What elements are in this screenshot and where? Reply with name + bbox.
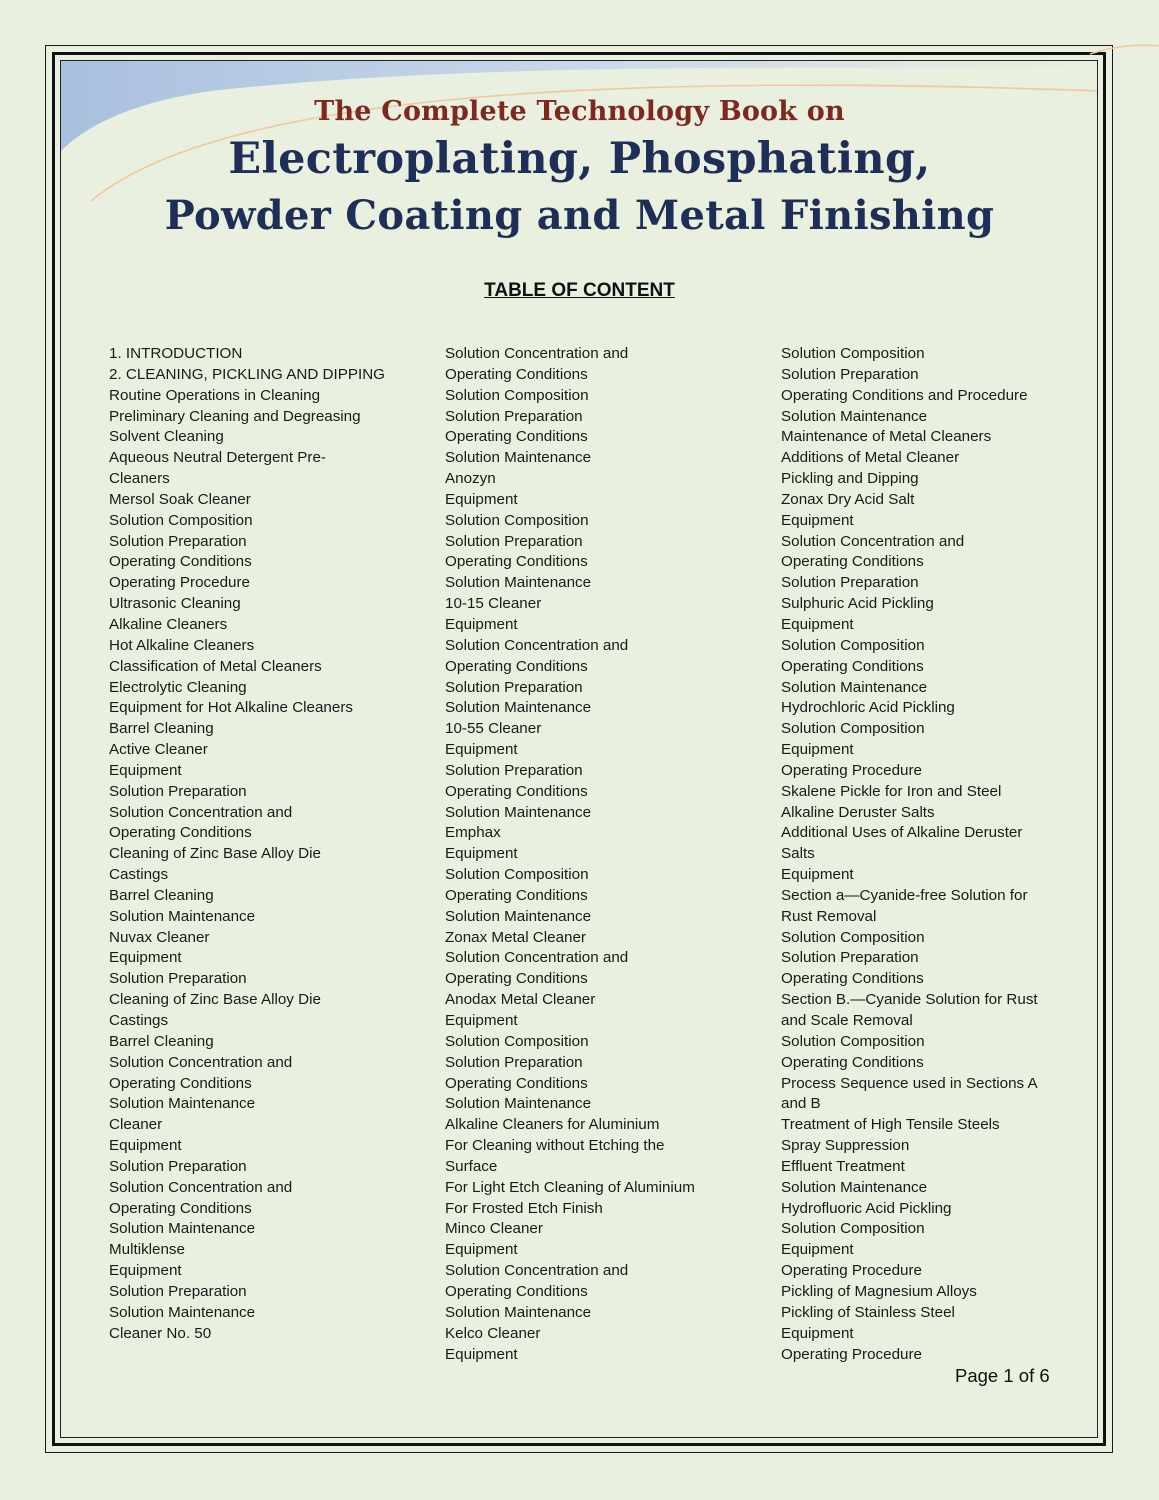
toc-entry: Operating Procedure [781,1345,922,1363]
toc-entry: Multiklense [109,1241,185,1259]
toc-entry: Equipment [109,1137,182,1155]
toc-entry: Salts [781,845,815,863]
toc-entry: Solution Composition [781,345,925,362]
toc-entry: Equipment [445,845,518,863]
book-subtitle: The Complete Technology Book on [314,96,845,127]
toc-entry: Aqueous Neutral Detergent Pre- [109,449,326,467]
toc-entry: Anozyn [445,470,496,488]
toc-entry: Additions of Metal Cleaner [781,449,960,467]
toc-entry: Nuvax Cleaner [109,928,210,946]
toc-entry: Maintenance of Metal Cleaners [781,428,992,446]
corner-accent-line [1090,40,1159,60]
toc-entry: Equipment [445,741,518,759]
toc-entry: Operating Conditions [445,782,588,800]
toc-entry: Equipment [781,511,854,529]
toc-entry: Solution Preparation [445,1053,583,1071]
toc-entry: Skalene Pickle for Iron and Steel [781,782,1002,800]
toc-entry: Solution Preparation [109,970,247,988]
toc-entry: Equipment [109,1262,182,1280]
toc-entry: Barrel Cleaning [109,886,214,904]
toc-entry: Preliminary Cleaning and Degreasing [109,407,361,425]
toc-entry: Equipment for Hot Alkaline Cleaners [109,699,353,717]
toc-entry: Operating Conditions [445,365,588,383]
toc-entry: Solution Preparation [781,574,919,592]
toc-entry: 1. INTRODUCTION [109,345,243,362]
toc-entry: Solution Composition [781,1220,925,1238]
toc-entry: Solution Preparation [109,1282,247,1300]
toc-entry: Barrel Cleaning [109,720,214,738]
toc-entry: Solution Maintenance [781,1178,928,1196]
toc-entry: and B [781,1095,821,1113]
toc-entry: Solution Concentration and [445,1262,629,1280]
toc-column-2 [445,344,695,1365]
toc-entry: Equipment [109,761,182,779]
toc-entry: Hot Alkaline Cleaners [109,636,255,654]
toc-entry: Operating Procedure [781,1262,922,1280]
toc-entry: Pickling and Dipping [781,470,919,488]
toc-entry: Solution Maintenance [445,803,592,821]
toc-entry: and Scale Removal [781,1012,913,1029]
toc-entry: Castings [109,866,169,884]
toc-entry: Solution Concentration and [781,532,965,550]
toc-entry: Solution Maintenance [109,907,256,925]
toc-entry: Solution Composition [781,928,925,946]
toc-entry: Solution Maintenance [445,1303,592,1321]
toc-entry: Operating Conditions [445,886,588,904]
toc-entry: Operating Procedure [109,574,250,592]
toc-entry: Solution Composition [781,720,925,738]
toc-entry: Equipment [445,490,518,508]
toc-entry: Solution Concentration and [445,345,629,362]
book-title-line-2: Powder Coating and Metal Finishing [164,192,995,239]
toc-entry: Zonax Metal Cleaner [445,928,586,946]
toc-entry: Cleaner No. 50 [109,1324,212,1342]
toc-entry: Solution Concentration and [445,949,629,967]
toc-entry: Section B.—Cyanide Solution for Rust [781,991,1038,1009]
toc-entry: Ultrasonic Cleaning [109,595,241,613]
toc-entry: Operating Conditions [781,657,924,675]
toc-entry: Equipment [781,741,854,759]
toc-entry: Section a—Cyanide-free Solution for [781,886,1028,904]
toc-entry: Operating Conditions [445,970,588,988]
toc-entry: 10-55 Cleaner [445,720,542,738]
toc-entry: Classification of Metal Cleaners [109,657,322,675]
toc-entry: Equipment [445,1241,518,1259]
toc-entry: Hydrofluoric Acid Pickling [781,1199,952,1217]
toc-entry: Operating Conditions [445,428,588,446]
toc-entry: Sulphuric Acid Pickling [781,595,934,613]
toc-entry: Spray Suppression [781,1137,910,1155]
book-title-line-1: Electroplating, Phosphating, [228,134,931,184]
toc-entry: Equipment [445,615,518,633]
toc-entry: Cleaner [109,1116,163,1134]
toc-entry: Active Cleaner [109,741,208,759]
toc-entry: Electrolytic Cleaning [109,678,247,696]
toc-entry: 2. CLEANING, PICKLING AND DIPPING [109,365,385,383]
toc-entry: Alkaline Cleaners [109,615,228,633]
toc-entry: Solution Preparation [445,761,583,779]
toc-entry: Zonax Dry Acid Salt [781,490,915,508]
toc-entry: Operating Conditions and Procedure [781,386,1028,404]
toc-entry: Anodax Metal Cleaner [445,991,596,1009]
toc-entry: Operating Procedure [781,761,922,779]
toc-entry: Equipment [445,1012,518,1029]
toc-entry: Operating Conditions [109,1074,252,1092]
toc-entry: Solution Composition [445,866,589,884]
toc-entry: Pickling of Stainless Steel [781,1303,955,1321]
toc-entry: Cleaning of Zinc Base Alloy Die [109,845,321,863]
toc-entry: Solution Concentration and [109,803,293,821]
toc-entry: Solution Preparation [109,782,247,800]
toc-entry: Operating Conditions [445,1282,588,1300]
toc-entry: Operating Conditions [781,553,924,571]
toc-entry: Solution Maintenance [109,1220,256,1238]
toc-entry: Operating Conditions [445,657,588,675]
toc-entry: Effluent Treatment [781,1157,905,1175]
toc-entry: Additional Uses of Alkaline Deruster [781,824,1023,842]
toc-column-3 [781,344,1038,1365]
toc-entry: For Frosted Etch Finish [445,1199,603,1217]
toc-entry: Alkaline Deruster Salts [781,803,935,821]
toc-entry: Operating Conditions [781,1053,924,1071]
toc-heading: TABLE OF CONTENT [484,280,675,301]
toc-entry: Rust Removal [781,907,877,925]
toc-entry: Solution Composition [445,1032,589,1050]
toc-entry: Hydrochloric Acid Pickling [781,699,955,717]
toc-entry: Operating Conditions [109,824,252,842]
toc-entry: Routine Operations in Cleaning [109,386,321,404]
toc-entry: Solution Preparation [781,365,919,383]
toc-entry: Operating Conditions [109,1199,252,1217]
toc-entry: 10-15 Cleaner [445,595,542,613]
toc-entry: Solution Concentration and [109,1178,293,1196]
toc-entry: Treatment of High Tensile Steels [781,1116,1000,1134]
toc-entry: Barrel Cleaning [109,1032,214,1050]
toc-entry: Mersol Soak Cleaner [109,490,251,508]
toc-entry: Solution Preparation [109,532,247,550]
toc-entry: Solution Preparation [445,532,583,550]
toc-entry: Surface [445,1157,498,1175]
toc-entry: Solvent Cleaning [109,428,224,446]
toc-entry: Solution Maintenance [445,699,592,717]
toc-entry: Solution Maintenance [445,907,592,925]
toc-entry: Process Sequence used in Sections A [781,1074,1038,1092]
toc-entry: Emphax [445,824,501,842]
toc-entry: Solution Preparation [445,678,583,696]
toc-entry: Equipment [445,1345,518,1363]
toc-entry: Operating Conditions [445,1074,588,1092]
toc-entry: Castings [109,1012,169,1029]
toc-entry: Kelco Cleaner [445,1324,541,1342]
toc-entry: Solution Composition [781,636,925,654]
toc-entry: Solution Maintenance [445,574,592,592]
toc-entry: Solution Maintenance [109,1095,256,1113]
toc-entry: Solution Composition [109,511,253,529]
toc-entry: Solution Maintenance [445,449,592,467]
toc-entry: Solution Composition [445,386,589,404]
toc-entry: Cleaners [109,470,170,488]
toc-column-1 [109,344,385,1345]
toc-entry: Pickling of Magnesium Alloys [781,1282,977,1300]
toc-entry: Equipment [109,949,182,967]
toc-entry: For Light Etch Cleaning of Aluminium [445,1178,695,1196]
toc-entry: Solution Concentration and [445,636,629,654]
toc-entry: Operating Conditions [445,553,588,571]
toc-entry: Solution Maintenance [445,1095,592,1113]
toc-entry: Equipment [781,866,854,884]
toc-entry: Solution Maintenance [781,678,928,696]
toc-entry: Solution Composition [781,1032,925,1050]
toc-entry: Solution Maintenance [781,407,928,425]
page-indicator: Page 1 of 6 [955,1365,1050,1386]
toc-entry: Equipment [781,1324,854,1342]
toc-entry: Equipment [781,615,854,633]
toc-entry: Cleaning of Zinc Base Alloy Die [109,991,321,1009]
toc-entry: Solution Preparation [445,407,583,425]
toc-entry: Solution Preparation [109,1157,247,1175]
toc-entry: Operating Conditions [109,553,252,571]
toc-entry: For Cleaning without Etching the [445,1137,665,1155]
toc-entry: Equipment [781,1241,854,1259]
toc-entry: Solution Preparation [781,949,919,967]
toc-entry: Minco Cleaner [445,1220,543,1238]
toc-entry: Solution Composition [445,511,589,529]
toc-entry: Alkaline Cleaners for Aluminium [445,1116,660,1134]
toc-entry: Operating Conditions [781,970,924,988]
toc-entry: Solution Maintenance [109,1303,256,1321]
toc-entry: Solution Concentration and [109,1053,293,1071]
